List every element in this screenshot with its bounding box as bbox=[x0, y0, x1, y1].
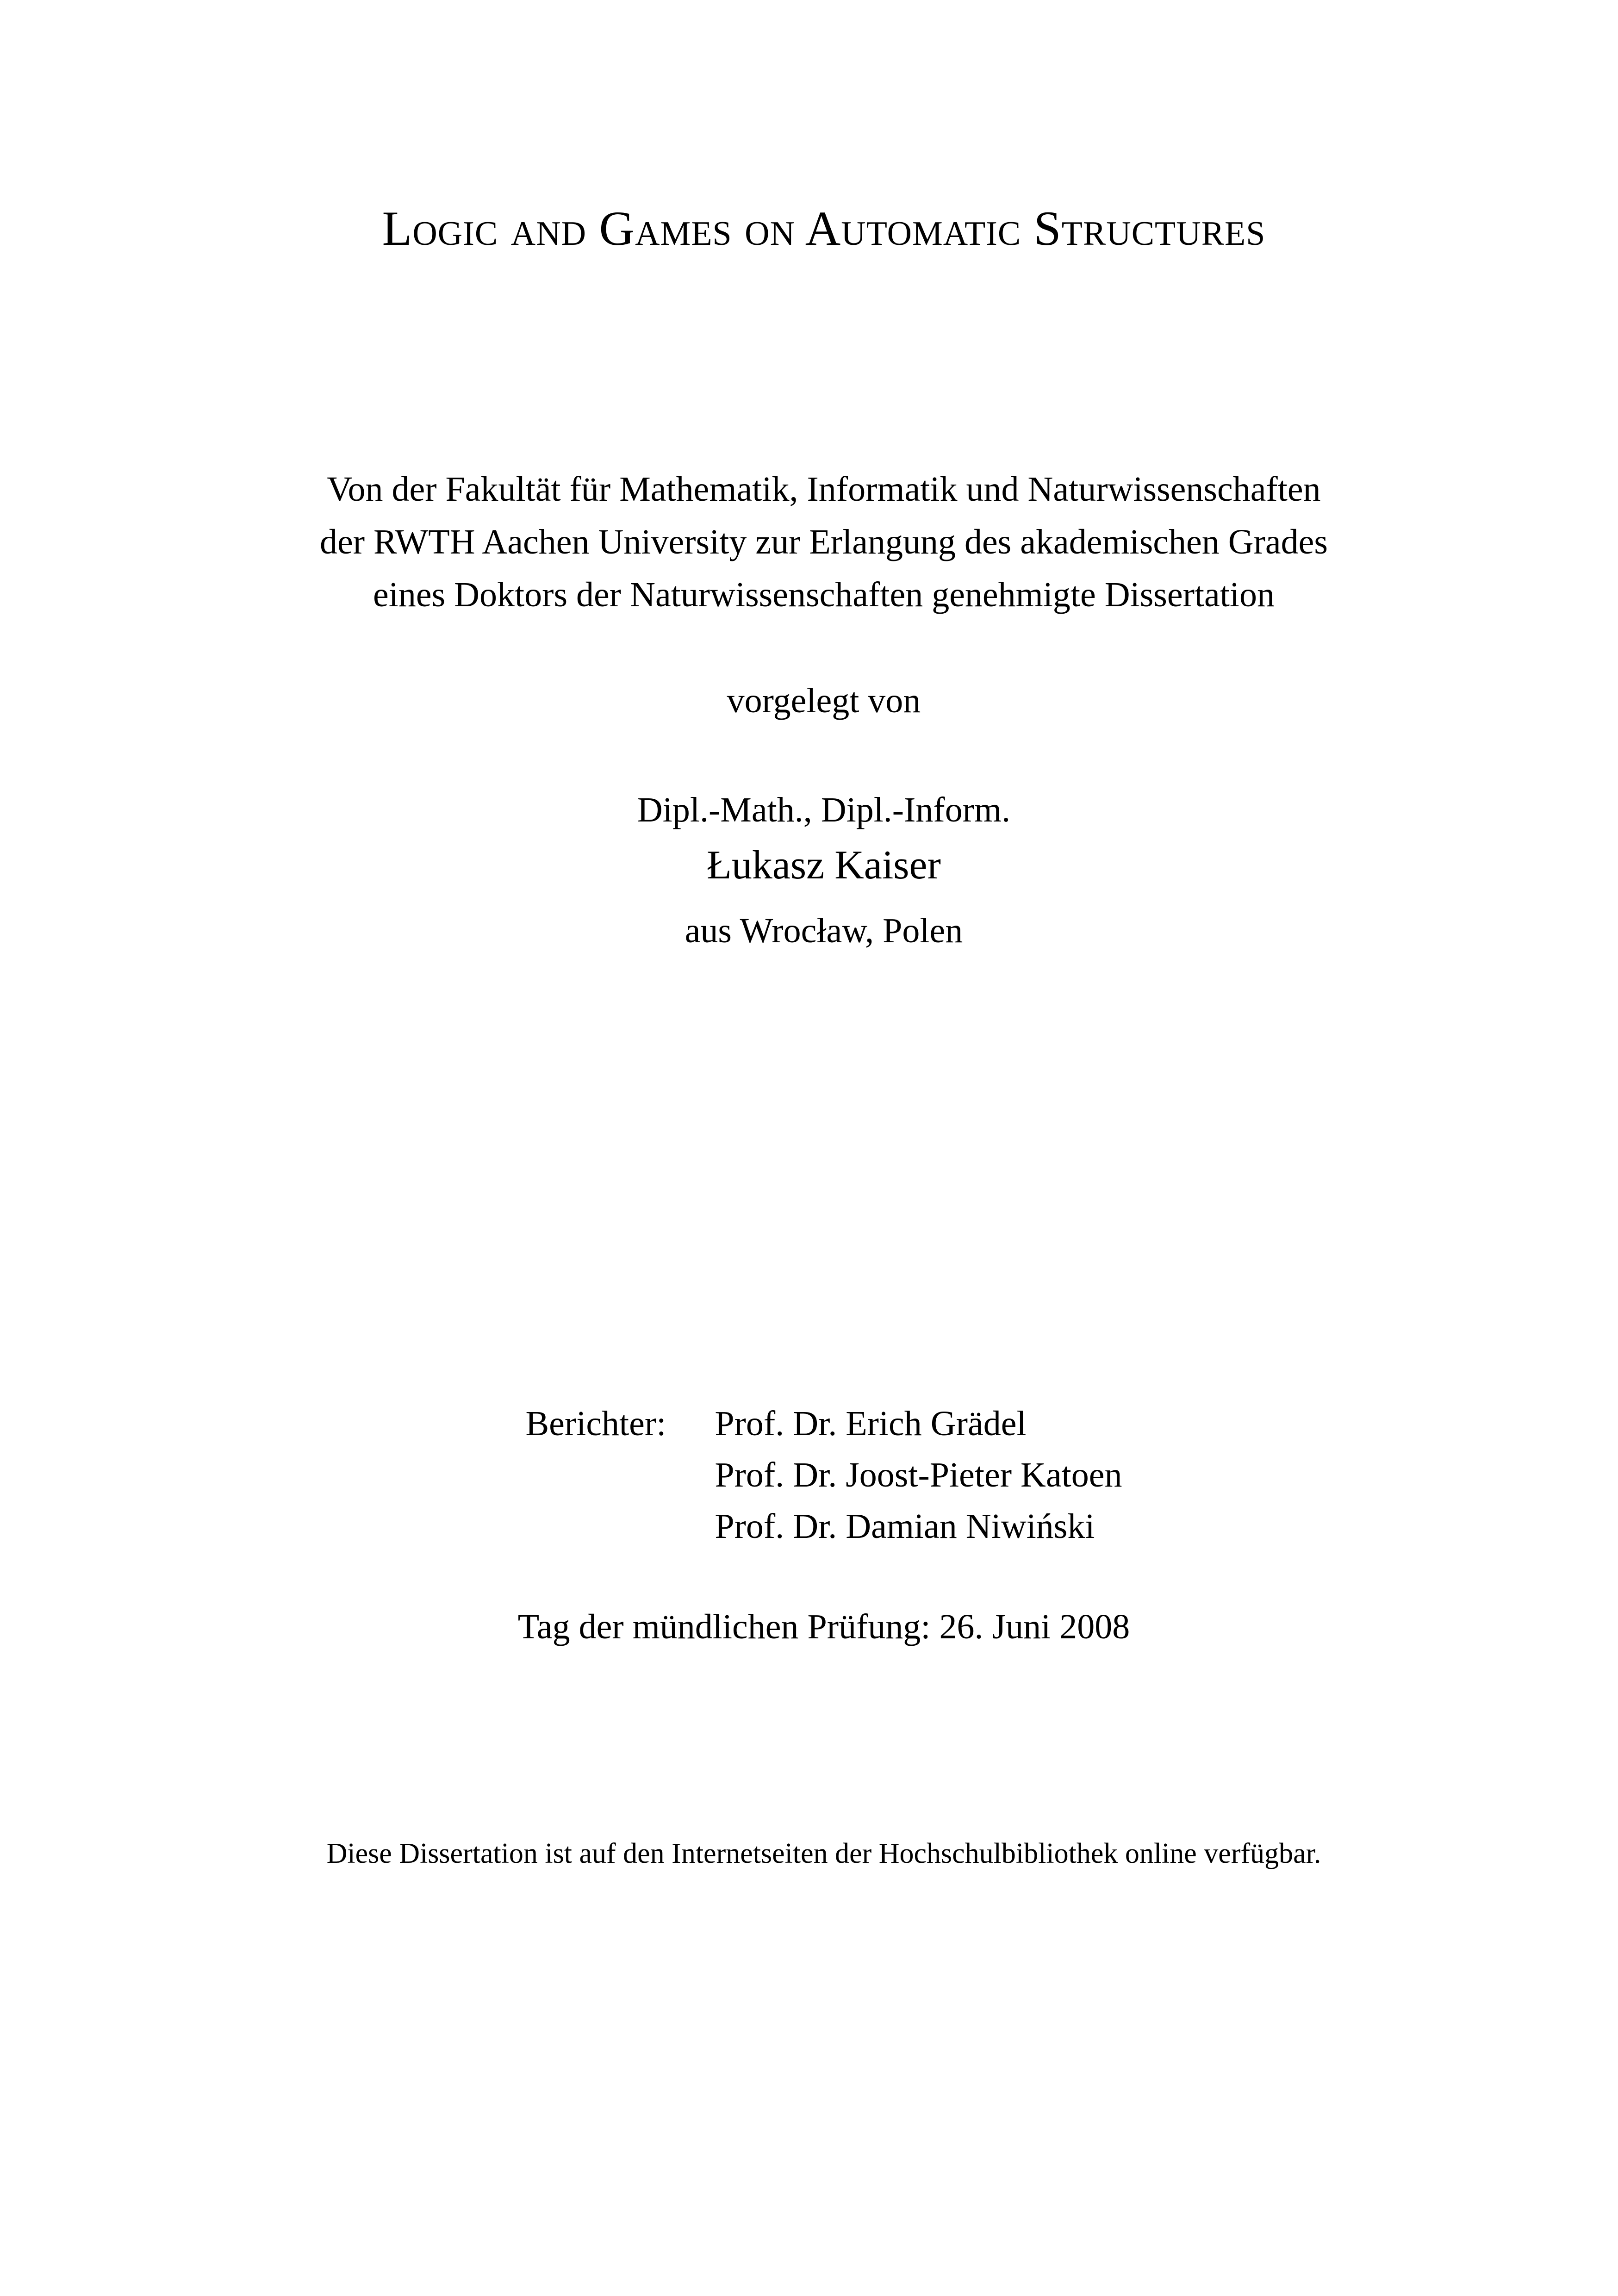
reviewers-block bbox=[30, 1398, 1618, 1552]
reviewers-list bbox=[715, 1398, 1122, 1552]
reviewer-2: Prof. Dr. Joost-Pieter Katoen bbox=[715, 1456, 1122, 1494]
faculty-statement-line-2: der RWTH Aachen University zur Erlangung des akademischen Grades bbox=[320, 523, 1328, 561]
online-availability-note: Diese Dissertation ist auf den Internetseiten der Hochschulbibliothek online verfügbar. bbox=[326, 1838, 1321, 1869]
author-name: Łukasz Kaiser bbox=[707, 843, 941, 888]
faculty-statement-line-3: eines Doktors der Naturwissenschaften genehmigte Dissertation bbox=[373, 575, 1275, 614]
author-degrees: Dipl.-Math., Dipl.-Inform. bbox=[637, 790, 1011, 829]
submitted-by-label: vorgelegt von bbox=[727, 681, 921, 720]
oral-exam-date-line: Tag der mündlichen Prüfung: 26. Juni 2008 bbox=[517, 1607, 1130, 1646]
reviewer-3: Prof. Dr. Damian Niwiński bbox=[715, 1507, 1095, 1546]
dissertation-title-page bbox=[30, 0, 1618, 2296]
faculty-statement-line-1: Von der Fakultät für Mathematik, Informatik und Naturwissenschaften bbox=[327, 470, 1321, 509]
reviewers-layout bbox=[525, 1398, 1122, 1552]
reviewers-label: Berichter: bbox=[525, 1404, 666, 1443]
reviewer-1: Prof. Dr. Erich Grädel bbox=[715, 1404, 1027, 1443]
faculty-statement bbox=[30, 463, 1618, 621]
dissertation-title: Logic and Games on Automatic Structures bbox=[382, 201, 1266, 255]
author-origin: aus Wrocław, Polen bbox=[685, 911, 963, 950]
